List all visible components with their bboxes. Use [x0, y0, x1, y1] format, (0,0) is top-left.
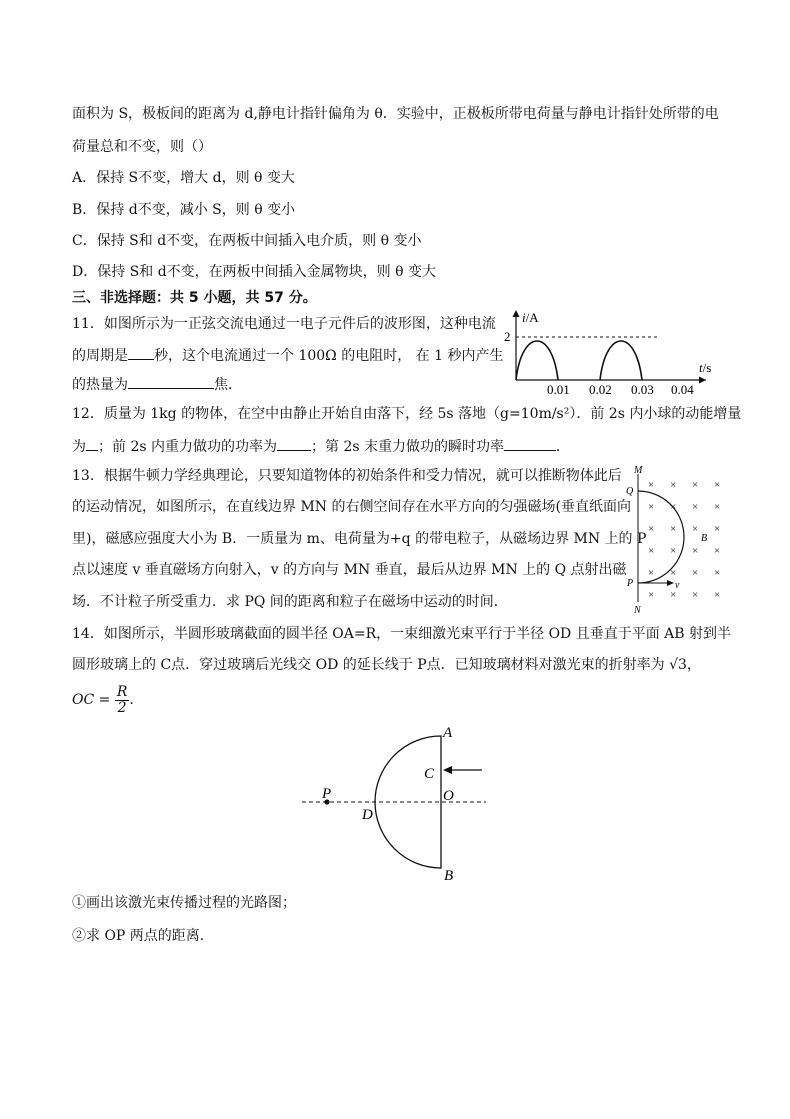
field-cross-mark: ×: [692, 501, 699, 513]
answer-blank: [504, 436, 556, 451]
q13-line3: 里)，磁感应强度大小为 B．一质量为 m、电荷量为+q 的带电粒子，从磁场边界 MN 上的 P: [72, 531, 647, 547]
velocity-arrowhead: [667, 580, 674, 586]
q10-stem-line2: 荷量总和不变，则（）: [72, 139, 212, 155]
field-cross-mark: ×: [670, 501, 677, 513]
q12-line2-text-a: 为: [72, 439, 86, 455]
label-v: v: [675, 580, 680, 591]
label-c: C: [424, 766, 435, 782]
q13-line2: 的运动情况，如图所示，在直线边界 MN 的右侧空间存在水平方向的匀强磁场(垂直纸面向: [72, 499, 631, 515]
field-cross-mark: ×: [670, 589, 677, 601]
q13-line4: 点以速度 v 垂直磁场方向射入，v 的方向与 MN 垂直，最后从边界 MN 上的 Q 点射出磁: [72, 562, 627, 578]
label-d: D: [362, 807, 373, 823]
particle-trajectory: [638, 491, 684, 583]
label-b: B: [701, 533, 708, 544]
x-tick-label: 0.03: [631, 382, 654, 397]
q14-sub2: ②求 OP 两点的距离．: [72, 928, 214, 944]
field-cross-mark: ×: [648, 523, 655, 535]
x-tick-label: 0.01: [547, 382, 570, 397]
q13-line1: 13．根据牛顿力学经典理论，只要知道物体的初始条件和受力情况，就可以推断物体此后: [72, 468, 622, 484]
x-axis-arrow: [699, 377, 706, 384]
x-axis-label: t/s: [699, 360, 712, 375]
q10-option-d: D．保持 S和 d不变，在两板中间插入金属物块，则 θ 变大: [72, 264, 437, 280]
field-cross-mark: ×: [692, 567, 699, 579]
field-cross-mark: ×: [670, 545, 677, 557]
field-cross-mark: ×: [714, 479, 721, 491]
q12-line1: 12．质量为 1kg 的物体，在空中由静止开始自由落下，经 5s 落地（g=10m/s²）．前 2s 内小球的动能增量: [72, 406, 742, 422]
q10-option-b: B．保持 d不变，减小 S，则 θ 变小: [72, 202, 296, 218]
label-q: Q: [626, 486, 634, 497]
answer-blank: [128, 374, 214, 389]
answer-blank: [277, 436, 311, 451]
oc-left: OC =: [72, 692, 111, 708]
field-cross-mark: ×: [714, 501, 721, 513]
y-tick-label: 2: [504, 329, 511, 344]
x-tick-label: 0.02: [589, 382, 612, 397]
field-cross-mark: ×: [692, 545, 699, 557]
field-cross-mark: ×: [692, 479, 699, 491]
q11-line2-text-b: 秒，这个电流通过一个 100Ω 的电阻时， 在 1 秒内产生: [154, 348, 504, 364]
y-axis-arrow: [513, 310, 520, 317]
field-cross-mark: ×: [648, 545, 655, 557]
q14-semicircle-figure: [300, 720, 500, 888]
wave-hump-2: [600, 341, 642, 380]
oc-fraction: [115, 685, 130, 716]
field-cross-mark: ×: [648, 501, 655, 513]
q11-line3-text-a: 的热量为: [72, 377, 128, 393]
q11-current-graph: [498, 306, 718, 398]
label-p: P: [322, 786, 332, 802]
q14-line2: 圆形玻璃上的 C点．穿过玻璃后光线交 OD 的延长线于 P点．已知玻璃材料对激光束的折射率为 √3，: [72, 657, 701, 673]
q12-line2-text-b: ；前 2s 内重力做功的功率为: [98, 439, 277, 455]
q14-oc-formula: [72, 684, 143, 716]
field-cross-mark: ×: [692, 523, 699, 535]
answer-blank: [86, 436, 98, 451]
q12-line2-text-d: ．: [556, 439, 570, 455]
q14-sub1: ①画出该激光束传播过程的光路图；: [72, 895, 296, 911]
field-cross-mark: ×: [670, 523, 677, 535]
section-heading: 三、非选择题：共 5 小题，共 57 分。: [72, 290, 317, 306]
field-cross-mark: ×: [648, 589, 655, 601]
oc-numerator: R: [116, 683, 128, 700]
field-cross-mark: ×: [670, 479, 677, 491]
incident-arrowhead: [443, 766, 452, 774]
y-axis-label: i/A: [522, 310, 539, 325]
q10-stem-line1: 面积为 S，极板间的距离为 d,静电计指针偏角为 θ．实验中，正极板所带电荷量与静电计指针处所带的电: [72, 106, 719, 122]
label-o: O: [443, 788, 454, 804]
oc-denominator: 2: [117, 699, 127, 716]
field-cross-mark: ×: [714, 589, 721, 601]
q11-line2-text-a: 的周期是: [72, 348, 128, 364]
label-b: B: [444, 868, 454, 884]
q13-magnetic-field-figure: [622, 462, 732, 614]
x-tick-label: 0.04: [671, 382, 694, 397]
wave-hump-1: [516, 341, 558, 380]
field-cross-mark: ×: [648, 479, 655, 491]
q11-line3-text-b: 焦．: [214, 377, 242, 393]
q14-line1: 14．如图所示，半圆形玻璃截面的圆半径 OA=R，一束细激光束平行于半径 OD 且垂直于平面 AB 射到半: [72, 626, 732, 642]
q11-line1: 11．如图所示为一正弦交流电通过一电子元件后的波形图，这种电流: [72, 316, 496, 332]
answer-blank: [128, 345, 154, 360]
label-n: N: [634, 605, 641, 616]
field-cross-mark: ×: [714, 545, 721, 557]
q12-line2-text-c: ；第 2s 末重力做功的瞬时功率: [311, 439, 504, 455]
q11-line3: [72, 374, 242, 395]
field-cross-mark: ×: [714, 567, 721, 579]
field-cross-mark: ×: [692, 589, 699, 601]
q13-line5: 场．不计粒子所受重力．求 PQ 间的距离和粒子在磁场中运动的时间．: [72, 594, 508, 610]
label-a: A: [443, 725, 453, 741]
label-p: P: [627, 578, 634, 589]
q11-line2: [72, 345, 504, 366]
q12-line2: [72, 436, 570, 457]
q10-option-a: A．保持 S不变，增大 d，则 θ 变大: [72, 170, 295, 186]
field-cross-mark: ×: [670, 567, 677, 579]
field-cross-mark: ×: [648, 567, 655, 579]
label-m: M: [634, 465, 643, 476]
q10-option-c: C．保持 S和 d不变，在两板中间插入电介质，则 θ 变小: [72, 233, 422, 249]
field-cross-mark: ×: [714, 523, 721, 535]
oc-end: ．: [129, 692, 144, 708]
